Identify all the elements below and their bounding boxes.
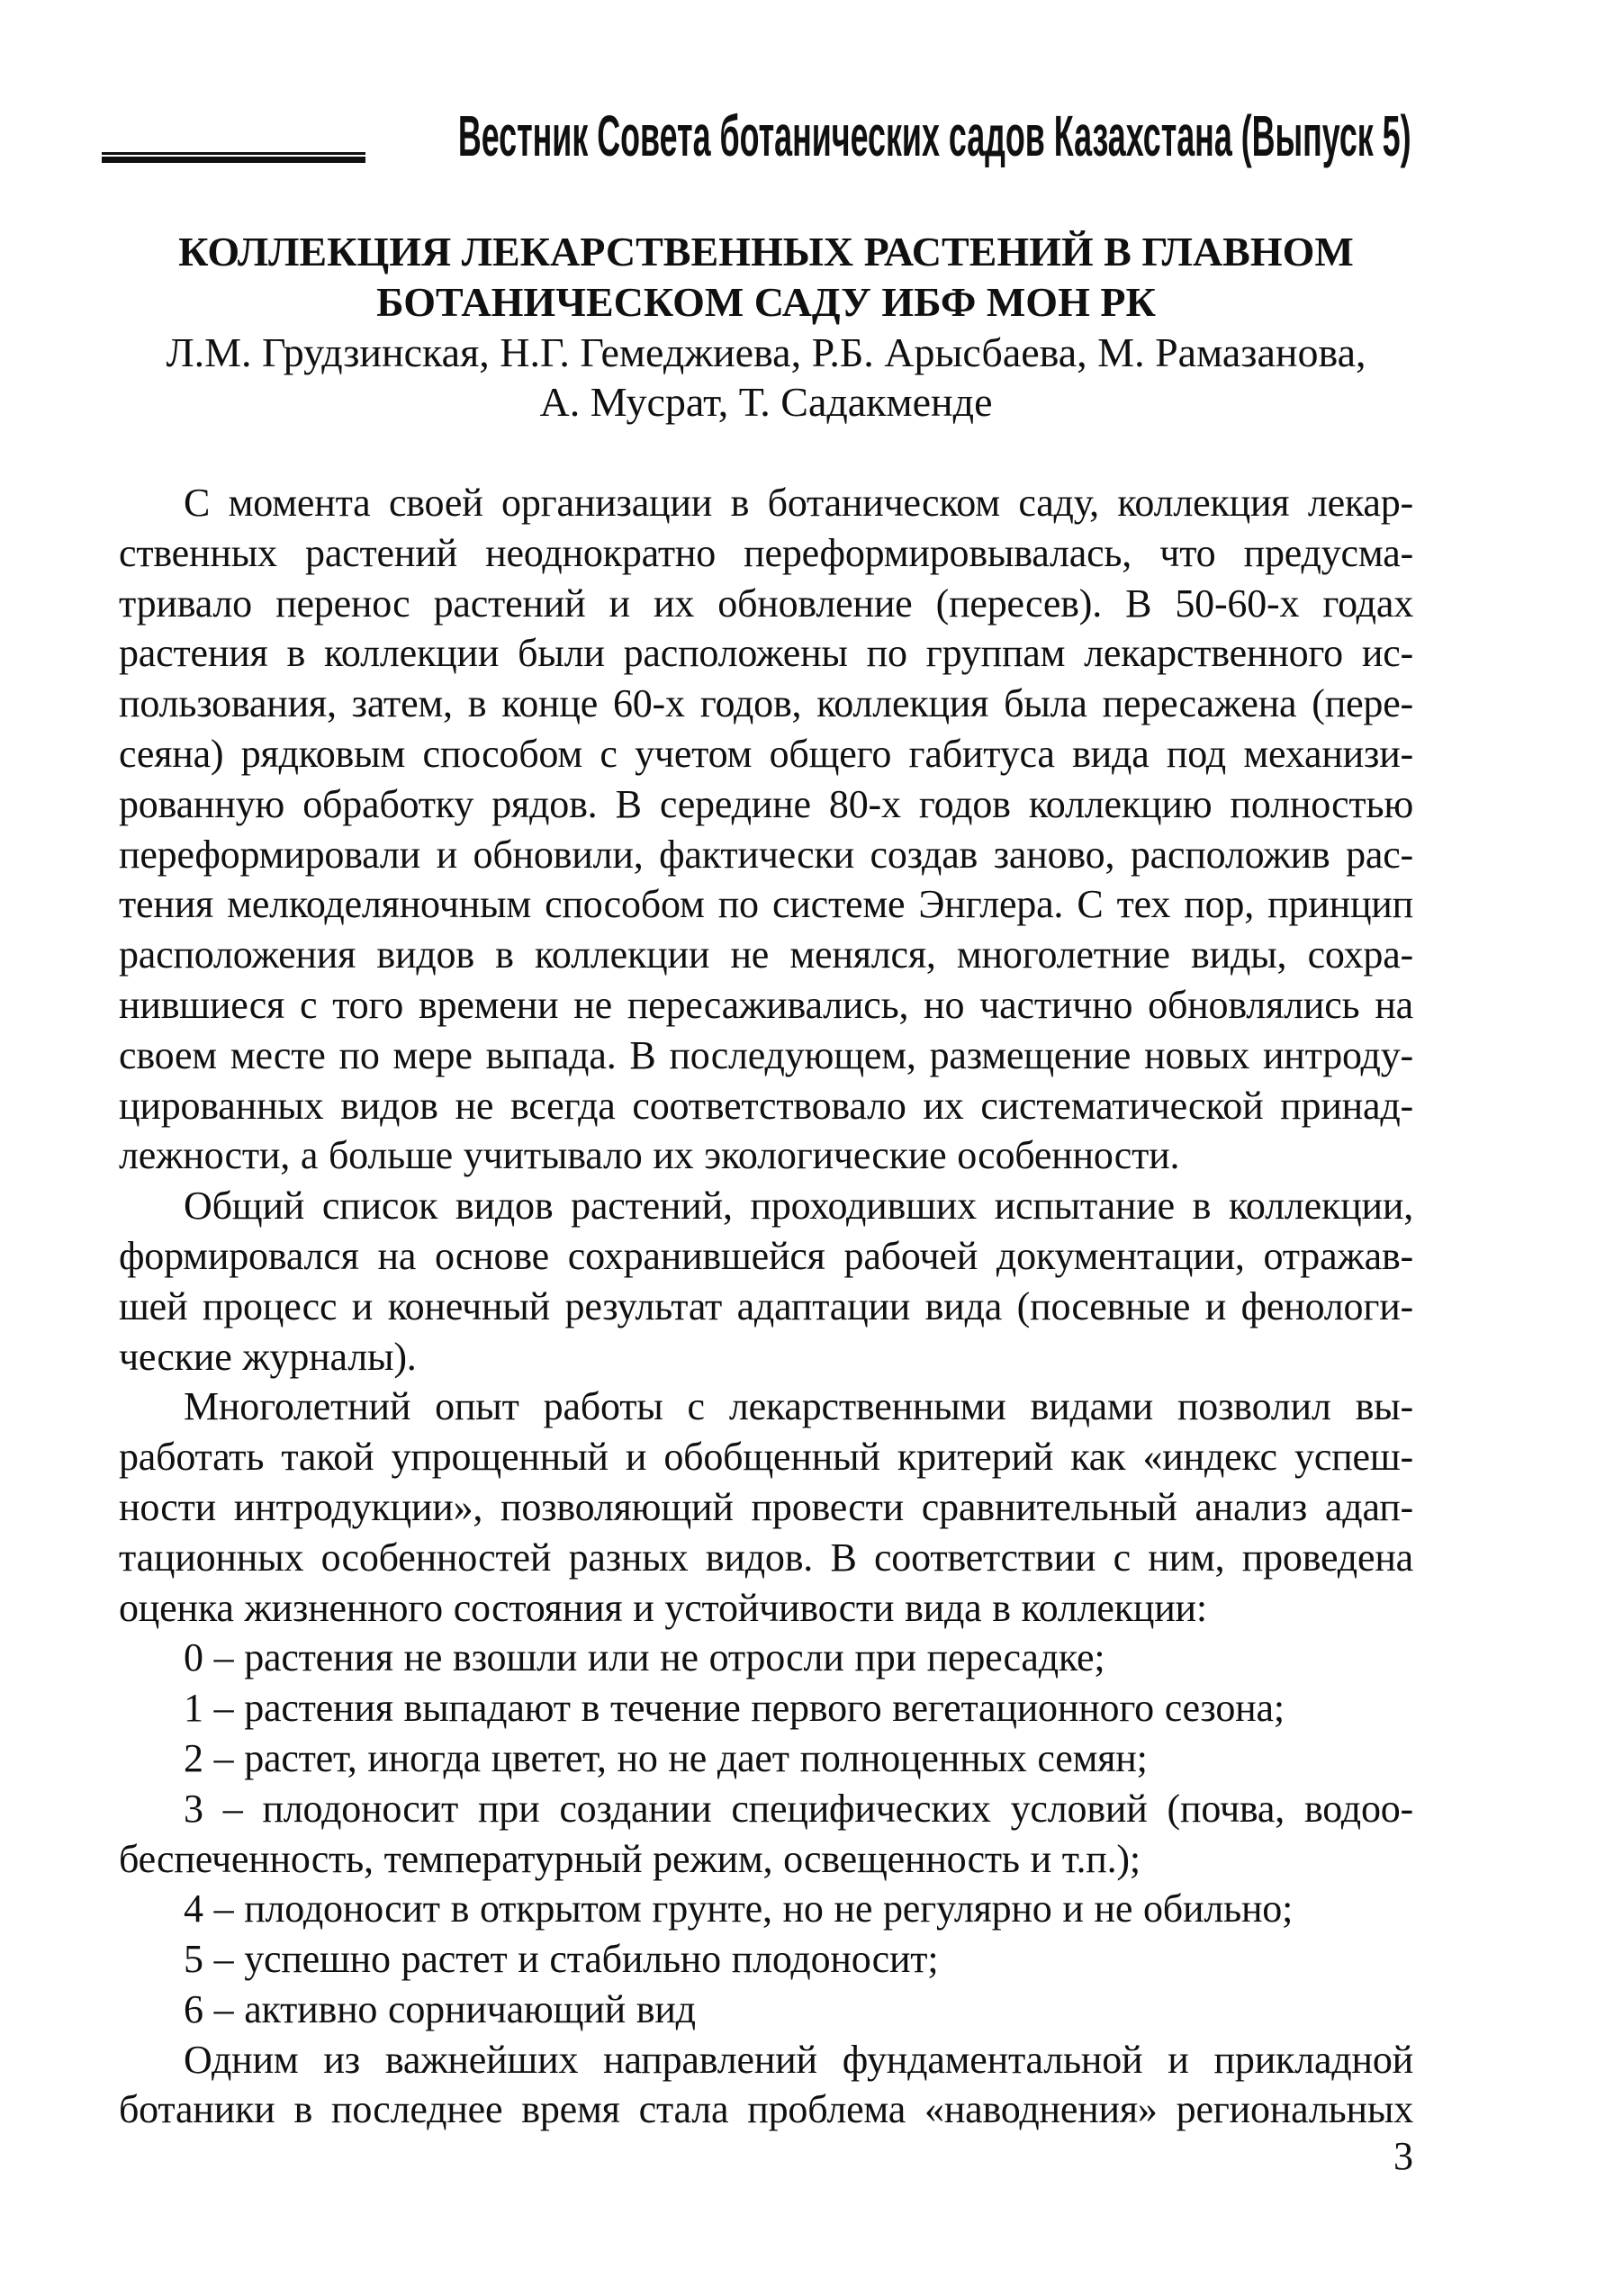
header-divider-thin-line xyxy=(102,152,365,155)
body-text xyxy=(119,478,1413,2135)
body-line: С момента своей организации в ботаническом саду, коллекция лекар- xyxy=(184,480,1413,525)
body-line: тения мелкоделяночным способом по системе Энглера. С тех пор, принцип xyxy=(119,882,1413,927)
body-line: ботаники в последнее время стала проблема «наводнения» региональных xyxy=(119,2087,1413,2132)
body-line: нившиеся с того времени не пересаживались, но частично обновлялись на xyxy=(119,982,1413,1027)
body-line: 1 – растения выпадают в течение первого вегетационного сезона; xyxy=(184,1686,1285,1731)
article-title-line-1: КОЛЛЕКЦИЯ ЛЕКАРСТВЕННЫХ РАСТЕНИЙ В ГЛАВНОМ xyxy=(178,229,1354,275)
body-line: лежности, а больше учитывало их экологические особенности. xyxy=(119,1133,1180,1178)
body-line: 4 – плодоносит в открытом грунте, но не регулярно и не обильно; xyxy=(184,1886,1294,1931)
body-line: сеяна) рядковым способом с учетом общего габитуса вида под механизи- xyxy=(119,731,1413,776)
body-line: ности интродукции», позволяющий провести сравнительный анализ адап- xyxy=(119,1484,1413,1529)
body-line: формировался на основе сохранившейся рабочей документации, отражав- xyxy=(119,1233,1413,1278)
body-line: 5 – успешно растет и стабильно плодоносит; xyxy=(184,1937,939,1982)
body-line: рованную обработку рядов. В середине 80-х годов коллекцию полностью xyxy=(119,781,1413,826)
body-line: 0 – растения не взошли или не отросли при пересадке; xyxy=(184,1635,1105,1680)
body-line: тривало перенос растений и их обновление (пересев). В 50-60-х годах xyxy=(119,581,1413,626)
body-line: растения в коллекции были расположены по группам лекарственного ис- xyxy=(119,631,1413,676)
article-authors-line-2: А. Мусрат, Т. Садакменде xyxy=(539,379,993,426)
article-authors-line-1: Л.М. Грудзинская, Н.Г. Гемеджиева, Р.Б. Арысбаева, М. Рамазанова, xyxy=(166,329,1366,375)
body-line: 3 – плодоносит при создании специфических условий (почва, водоо- xyxy=(184,1786,1413,1831)
body-line: цированных видов не всегда соответствовало их систематической принад- xyxy=(119,1083,1413,1128)
header-divider-thick-line xyxy=(102,157,365,163)
body-line: своем месте по мере выпада. В последующем, размещение новых интроду- xyxy=(119,1032,1413,1077)
journal-title: Вестник Совета ботанических садов Казахстана (Выпуск 5) xyxy=(458,104,1411,168)
body-line: Одним из важнейших направлений фундаментальной и прикладной xyxy=(184,2037,1413,2082)
body-line: беспеченность, температурный режим, освещенность и т.п.); xyxy=(119,1836,1141,1881)
body-line: 6 – активно сорничающий вид xyxy=(184,1986,696,2031)
body-line: 2 – растет, иногда цветет, но не дает полноценных семян; xyxy=(184,1735,1148,1780)
body-line: Многолетний опыт работы с лекарственными видами позволил вы- xyxy=(184,1384,1413,1429)
body-line: работать такой упрощенный и обобщенный критерий как «индекс успеш- xyxy=(119,1435,1413,1480)
article-title-line-2: БОТАНИЧЕСКОМ САДУ ИБФ МОН РК xyxy=(376,278,1156,325)
page-number: 3 xyxy=(1393,2134,1413,2178)
body-line: пользования, затем, в конце 60-х годов, коллекция была пересажена (пере- xyxy=(119,681,1413,726)
body-line: тационных особенностей разных видов. В соответствии с ним, проведена xyxy=(119,1535,1413,1580)
body-line: переформировали и обновили, фактически создав заново, расположив рас- xyxy=(119,832,1413,877)
title-body-spacer xyxy=(119,428,1413,478)
body-line: ческие журналы). xyxy=(119,1334,417,1379)
body-line: ственных растений неоднократно переформировывалась, что предусма- xyxy=(119,530,1413,575)
header-divider xyxy=(102,152,365,163)
article-content xyxy=(119,227,1413,2135)
body-line: шей процесс и конечный результат адаптации вида (посевные и фенологи- xyxy=(119,1283,1413,1328)
body-line: оценка жизненного состояния и устойчивости вида в коллекции: xyxy=(119,1585,1207,1630)
body-line: расположения видов в коллекции не менялся, многолетние виды, сохра- xyxy=(119,932,1413,977)
body-line: Общий список видов растений, проходивших испытание в коллекции, xyxy=(184,1184,1413,1229)
